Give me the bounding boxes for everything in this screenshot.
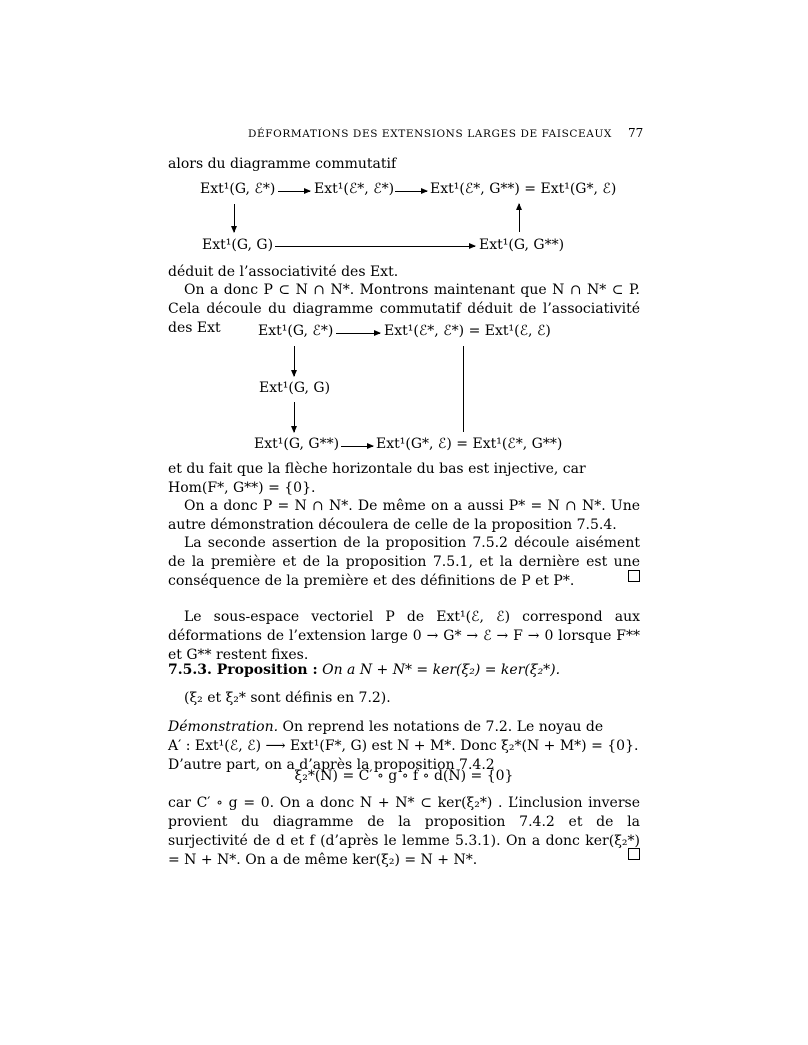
diagram-node: Ext¹(G, ℰ*) <box>258 323 334 339</box>
equation: ξ₂*(N) = C′ ∘ g ∘ f ∘ d(N) = {0} <box>294 768 514 784</box>
paragraph: et du fait que la flèche horizontale du bas est injective, car <box>168 461 586 477</box>
demonstration <box>168 718 640 775</box>
arrow-down <box>294 346 295 376</box>
diagram-node: Ext¹(G, ℰ*) <box>200 181 276 197</box>
diagram-node: Ext¹(ℰ*, ℰ*) = Ext¹(ℰ, ℰ) <box>384 323 551 339</box>
demo-line: D’autre part, on a d’après la proposition 7.4.2 <box>168 757 495 773</box>
diagram-node: Ext¹(G, G) <box>259 380 331 396</box>
paragraph: (ξ₂ et ξ₂* sont définis en 7.2). <box>184 690 391 706</box>
paragraph: alors du diagramme commutatif <box>168 156 397 172</box>
arrow-right <box>278 191 310 192</box>
arrow-right <box>275 246 475 247</box>
demonstration-label: Démonstration. <box>168 719 279 735</box>
arrow-down <box>294 402 295 432</box>
arrow-right <box>341 446 373 447</box>
proposition-label: 7.5.3. Proposition : <box>168 662 318 678</box>
diagram-node: Ext¹(ℰ*, G**) = Ext¹(G*, ℰ) <box>430 181 617 197</box>
paragraph: La seconde assertion de la proposition 7.5.2 découle aisément de la première et de la proposition 7.5.1, et la dernière est une conséquence de la première et des définitions de P et P*. <box>168 535 640 589</box>
arrow-right <box>395 191 427 192</box>
paragraph: déduit de l’associativité des Ext. <box>168 264 399 280</box>
paragraph: On a donc P ⊂ N ∩ N*. Montrons maintenant que N ∩ N* ⊂ P. Cela découle du diagramme commutatif déduit de l’associativité des Ext <box>168 282 640 336</box>
diagram-node: Ext¹(ℰ*, ℰ*) <box>314 181 395 197</box>
vertical-line <box>463 346 464 432</box>
diagram-node: Ext¹(G, G**) <box>479 237 565 253</box>
qed-square <box>628 848 640 860</box>
diagram-node: Ext¹(G, G) <box>202 237 274 253</box>
proposition-statement: On a N + N* = ker(ξ₂) = ker(ξ₂*). <box>322 662 561 678</box>
paragraph: car C′ ∘ g = 0. On a donc N + N* ⊂ ker(ξ₂*) . L’inclusion inverse provient du diagramme de la proposition 7.4.2 et de la surjectivité de d et f (d’après le lemme 5.3.1). On a donc ker(ξ₂*) = N + N*. On a de même ker(ξ₂) = N + N*. <box>168 795 640 868</box>
diagram-node: Ext¹(G, G**) <box>254 436 340 452</box>
arrow-down <box>234 204 235 232</box>
paragraph: Hom(F*, G**) = {0}. <box>168 480 316 496</box>
proposition <box>168 661 640 680</box>
demo-line: On reprend les notations de 7.2. Le noyau de <box>278 719 604 735</box>
paragraph: On a donc P = N ∩ N*. De même on a aussi P* = N ∩ N*. Une autre démonstration découlera de celle de la proposition 7.5.4. <box>168 498 640 533</box>
page-number: 77 <box>628 126 644 140</box>
qed-square <box>628 570 640 582</box>
paragraph: Le sous-espace vectoriel P de Ext¹(ℰ, ℰ) correspond aux déformations de l’extension large 0 → G* → ℰ → F → 0 lorsque F** et G** restent fixes. <box>168 609 640 663</box>
arrow-right <box>336 333 380 334</box>
arrow-up <box>519 204 520 232</box>
running-title: DÉFORMATIONS DES EXTENSIONS LARGES DE FAISCEAUX <box>248 128 612 140</box>
demo-line: A′ : Ext¹(ℰ, ℰ) ⟶ Ext¹(F*, G) est N + M*. Donc ξ₂*(N + M*) = {0}. <box>168 738 639 754</box>
diagram-node: Ext¹(G*, ℰ) = Ext¹(ℰ*, G**) <box>376 436 563 452</box>
